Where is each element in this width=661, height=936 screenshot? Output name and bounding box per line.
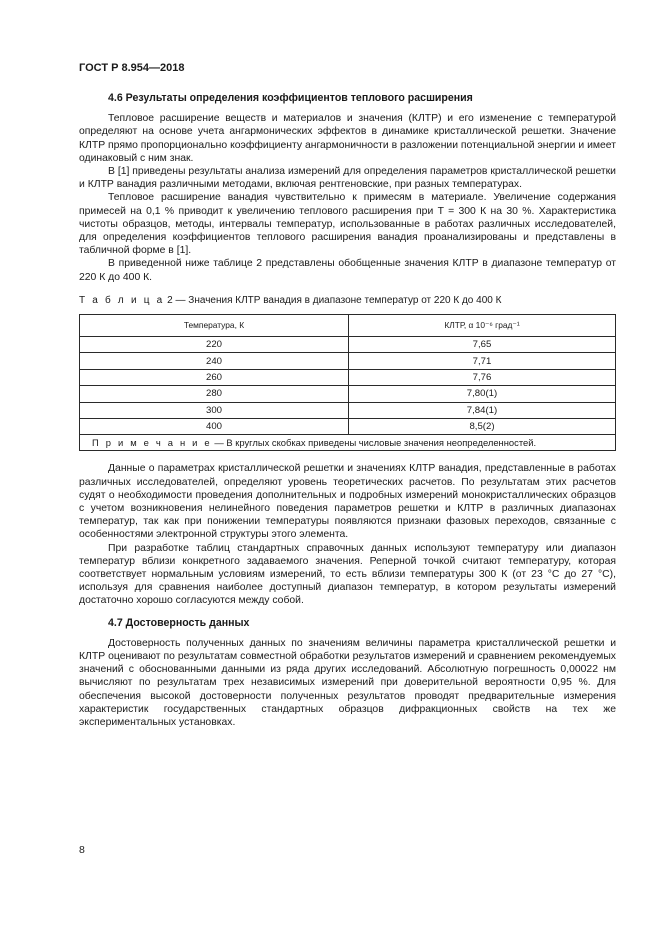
paragraph: В приведенной ниже таблице 2 представлены обобщенные значения КЛТР в диапазоне температур от 220 К до 400 К. [79,258,616,283]
cell-value: 7,71 [349,353,616,369]
table-caption [79,294,616,307]
column-header-temperature: Температура, К [80,315,349,337]
page-number: 8 [79,844,85,856]
cell-temperature: 300 [80,402,349,418]
table-row [80,386,616,402]
after-table-text [79,462,616,607]
paragraph: Тепловое расширение веществ и материалов и значения (КЛТР) и его изменение с температурой определяют на основе учета ангармонических эффектов в динамике кристаллической решетки. Значение КЛТР прямо пропорционально коэффициенту ангармоничности в разложении потенциальной энергии и имеет одинаковый с ним знак. [79,113,616,164]
paragraph: Данные о параметрах кристаллической решетки и значениях КЛТР ванадия, представленные в работах различных исследователей, определяют уровень теоретических расчетов. По результатам этих расчетов судят о необходимости проведения дополнительных и подробных измерений монокристаллических образцов с учетом возникновения нелинейного поведения параметров решетки и КЛТР в различных диапазонах температур, так как при понижении температуры появляются признаки фазовых переходов, связанные с особенностями электронной структуры этого элемента. [79,463,616,541]
paragraph: Тепловое расширение ванадия чувствительно к примесям в материале. Увеличение содержания примесей на 0,1 % приводит к увеличению теплового расширения при T = 300 К на 30 %. Характеристика чистоты образцов, методы, интервалы температур, использованные в работах различных исследователей, для определения коэффициентов теплового расширения ванадия проанализированы и представлены в табличной форме в [1]. [79,192,616,257]
cell-temperature: 240 [80,353,349,369]
table-row [80,419,616,435]
table-row [80,402,616,418]
table-row [80,369,616,385]
column-header-cte: КЛТР, α 10⁻⁶ град⁻¹ [349,315,616,337]
table-caption-prefix: Т а б л и ц а [79,294,165,306]
data-table [79,314,616,451]
cell-value: 7,76 [349,369,616,385]
section-heading-4-6: 4.6 Результаты определения коэффициентов теплового расширения [108,92,473,104]
paragraph: В [1] приведены результаты анализа измерений для определения параметров кристаллической решетки и КЛТР ванадия различными методами, включая рентгеновские, при разных температурах. [79,166,616,191]
table-note-text: — В круглых скобках приведены числовые значения неопределенностей. [211,437,537,449]
table-row [80,337,616,353]
cell-value: 7,80(1) [349,386,616,402]
table-header-row [80,315,616,337]
cell-temperature: 400 [80,419,349,435]
paragraph: При разработке таблиц стандартных справочных данных используют температуру или диапазон температур вблизи конкретного задаваемого значения. Реперной точкой считают температуру, которая соответствует нормальным условиям измерений, то есть вблизи температуры 300 К (от 23 °С до 27 °С), используя для сравнения наиболее доступный диапазон температур, в котором результаты измерений достаточно хорошо согласуются между собой. [79,542,616,607]
paragraph: Достоверность полученных данных по значениям величины параметра кристаллической решетки и КЛТР оценивают по результатам совместной обработки результатов измерений и сравнением рекомендуемых значений с обоснованными данными из ряда других исследований. Абсолютную погрешность 0,00022 нм вычисляют по результатам трех независимых измерений при доверительной вероятности 0,95 %. Для обеспечения высокой достоверности полученных результатов проводят предварительные измерения характеристик государственных стандартных образцов дифракционных свойств на тех же экспериментальных установках. [79,637,616,729]
cell-value: 8,5(2) [349,419,616,435]
cell-value: 7,84(1) [349,402,616,418]
table-caption-text: 2 — Значения КЛТР ванадия в диапазоне температур от 220 К до 400 К [167,294,502,306]
page-content [79,92,616,729]
section-heading-4-7: 4.7 Достоверность данных [108,616,250,629]
table-note-row [80,435,616,451]
cell-temperature: 260 [80,369,349,385]
cell-temperature: 220 [80,337,349,353]
table-note-label: П р и м е ч а н и е [92,437,212,449]
table-note [80,435,616,451]
table-row [80,353,616,369]
document-code: ГОСТ Р 8.954—2018 [79,62,185,74]
cell-temperature: 280 [80,386,349,402]
cell-value: 7,65 [349,337,616,353]
